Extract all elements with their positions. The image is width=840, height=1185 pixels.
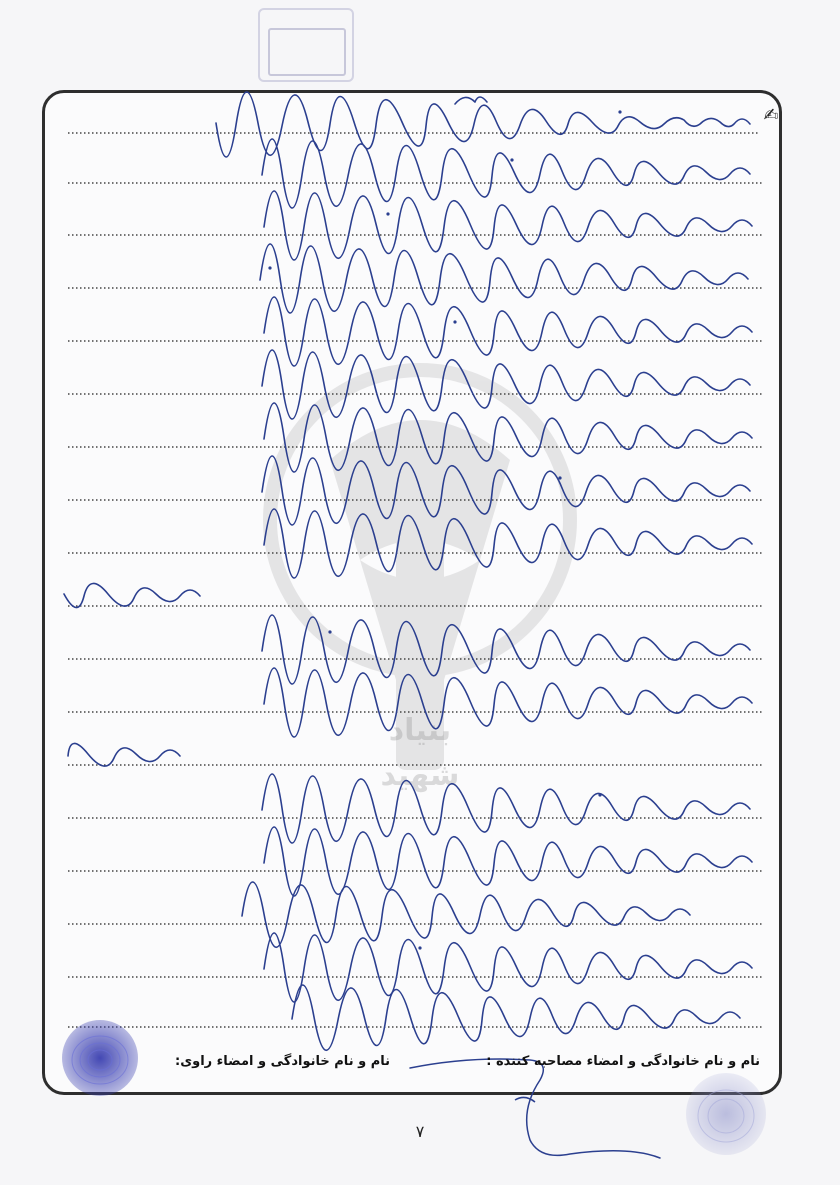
narrator-signature-label: نام و نام خانوادگی و امضاء راوی: [175, 1054, 390, 1069]
pen-icon: ✍ [763, 105, 779, 126]
watermark-text-2: شهید [380, 758, 460, 793]
signature-labels [60, 1054, 760, 1080]
watermark-text-1: بنیاد [388, 713, 452, 748]
page-number: ۷ [415, 1122, 425, 1141]
interviewer-signature-label: نام و نام خانوادگی و امضاء مصاحبه کننده : [486, 1054, 760, 1069]
